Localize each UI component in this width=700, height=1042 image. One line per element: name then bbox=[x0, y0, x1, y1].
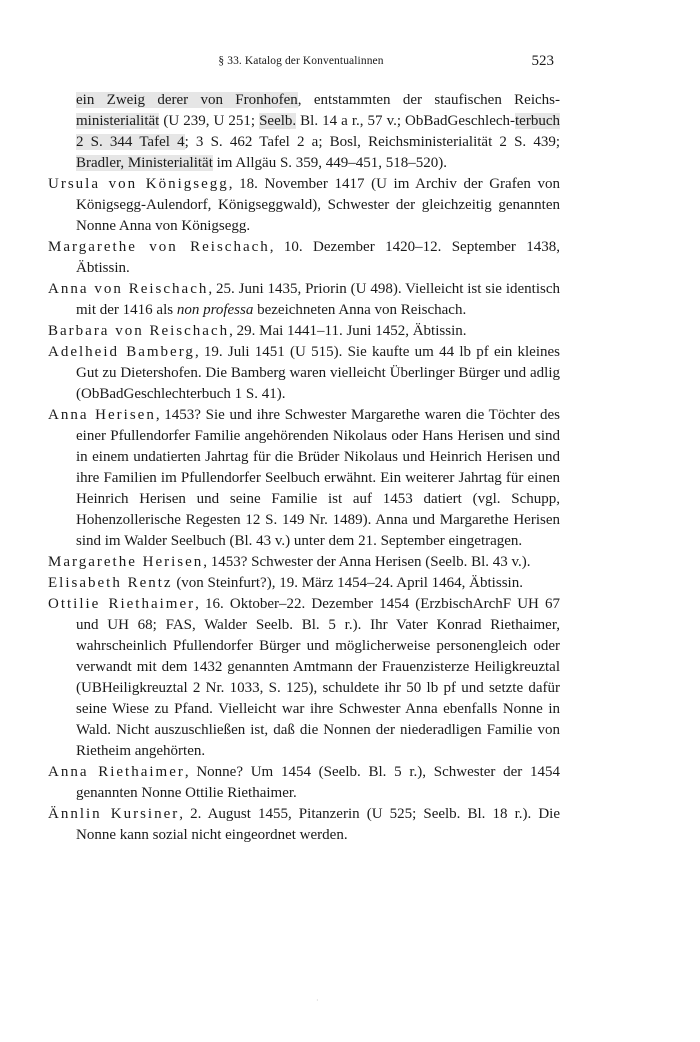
running-header bbox=[48, 53, 554, 71]
catalog-entry bbox=[48, 573, 560, 594]
nun-name: Ännlin Kursiner bbox=[48, 806, 180, 822]
entry-text: , entstammten der staufischen Reichs- bbox=[297, 92, 560, 108]
entry-text: , 19. Juli 1451 (U 515). Sie kaufte um 44 lb pf ein kleines Gut zu Dietershofen. Die Bamberg waren vielleicht Überlinger Bürger und adlig (ObBadGeschlechterbuch 1 S. 41). bbox=[76, 344, 560, 402]
entry-text: , 16. Oktober–22. Dezember 1454 (ErzbischArchF UH 67 und UH 68; FAS, Walder Seelb. Bl. 5 r.). Ihr Vater Konrad Riethaimer, wahrscheinlich Pfullendorfer Bürger und möglicherweise personengleich oder verwandt mit dem 1432 genannten Amtmann der Frauenzisterze Heiligkreuztal (UBHeiligkreuztal 2 Nr. 1033, S. 125), schuldete ihr 50 lb pf und setzte dafür seine Wiese zu Pfand. Vielleicht war ihre Schwester Anna ebenfalls Nonne in Wald. Nicht auszuschließen ist, daß die Nonnen der niederadligen Familie von Rietheim angehörten. bbox=[76, 596, 560, 759]
nun-name: Anna Herisen bbox=[48, 407, 156, 423]
entry-text: , 1453? Sie und ihre Schwester Margarethe waren die Töchter des einer Pfullendorfer Familie angehörenden Nikolaus oder Hans Herisen und sind in einem undatierten Jahrtag für die Brüder Nikolaus und Heinrich Herisen und ihre Familien im Pfullendorfer Seelbuch erwähnt. Ein weiterer Jahrtag für einen Heinrich Herisen und seine Familie ist auf 1453 datiert (vgl. Schupp, Hohenzollerische Regesten 12 S. 149 Nr. 1489). Anna und Margarethe Herisen sind im Walder Seelbuch (Bl. 43 v.) unter dem 21. September eingetragen. bbox=[76, 407, 561, 549]
entry-text: , 25. Juni 1435, Priorin (U 498). Vielleicht ist sie identisch mit der 1416 als bbox=[76, 281, 560, 318]
catalog-entry bbox=[48, 594, 560, 762]
catalog-entry bbox=[48, 174, 560, 237]
catalog-entry-continuation bbox=[48, 90, 560, 174]
entry-text: , 29. Mai 1441–11. Juni 1452, Äbtissin. bbox=[229, 323, 467, 339]
highlighted-text: Seelb. bbox=[259, 113, 297, 129]
highlighted-text: terbuch 2 S. 344 Tafel 4 bbox=[76, 113, 560, 150]
nun-name: Adelheid Bamberg bbox=[48, 344, 195, 360]
catalog-entry bbox=[48, 279, 560, 321]
entry-text: bezeichneten Anna von Reischach. bbox=[253, 302, 467, 318]
catalog-text bbox=[48, 90, 560, 846]
nun-name: Margarethe von Reischach bbox=[48, 239, 270, 255]
italic-term: non professa bbox=[176, 302, 254, 318]
catalog-entry bbox=[48, 321, 560, 342]
nun-name: Ursula von Königsegg bbox=[48, 176, 229, 192]
catalog-entry bbox=[48, 405, 560, 552]
entry-text: im Allgäu S. 359, 449–451, 518–520). bbox=[212, 155, 448, 171]
scan-mark: · bbox=[316, 996, 319, 1005]
catalog-entry bbox=[48, 804, 560, 846]
entry-text: , 2. August 1455, Pitanzerin (U 525; Seelb. Bl. 18 r.). Die Nonne kann sozial nicht eingeordnet werden. bbox=[76, 806, 560, 843]
catalog-entry bbox=[48, 762, 560, 804]
nun-name: Ottilie Riethaimer bbox=[48, 596, 196, 612]
catalog-entry bbox=[48, 237, 560, 279]
nun-name: Margarethe Herisen bbox=[48, 554, 204, 570]
entry-text: , 10. Dezember 1420–12. September 1438, Äbtissin. bbox=[76, 239, 560, 276]
catalog-entry bbox=[48, 552, 560, 573]
entry-text: (von Steinfurt?), 19. März 1454–24. April 1464, Äbtissin. bbox=[172, 575, 523, 591]
highlighted-text: Bradler, Ministerialität bbox=[76, 155, 213, 171]
nun-name: Barbara von Reischach bbox=[48, 323, 230, 339]
highlighted-text: ministerialität bbox=[76, 113, 160, 129]
entry-text: Bl. 14 a r., 57 v.; ObBadGeschlech- bbox=[296, 113, 516, 129]
highlighted-text: ein Zweig derer von Fronhofen bbox=[76, 92, 298, 108]
nun-name: Anna von Reischach bbox=[48, 281, 209, 297]
running-title: § 33. Katalog der Konventualinnen bbox=[218, 55, 384, 67]
entry-text: ; 3 S. 462 Tafel 2 a; Bosl, Reichsministerialität 2 S. 439; bbox=[184, 134, 560, 150]
nun-name: Elisabeth Rentz bbox=[48, 575, 173, 591]
nun-name: Anna Riethaimer bbox=[48, 764, 185, 780]
entry-text: , Nonne? Um 1454 (Seelb. Bl. 5 r.), Schwester der 1454 genannten Nonne Ottilie Riethaimer. bbox=[76, 764, 561, 801]
catalog-entry bbox=[48, 342, 560, 405]
entry-text: , 18. November 1417 (U im Archiv der Grafen von Königsegg-Aulendorf, Königseggwald), Schwester der gleichzeitig genannten Nonne Anna von Königsegg. bbox=[76, 176, 560, 234]
page-number: 523 bbox=[531, 53, 554, 69]
entry-text: (U 239, U 251; bbox=[159, 113, 260, 129]
entry-text: , 1453? Schwester der Anna Herisen (Seelb. Bl. 43 v.). bbox=[203, 554, 531, 570]
